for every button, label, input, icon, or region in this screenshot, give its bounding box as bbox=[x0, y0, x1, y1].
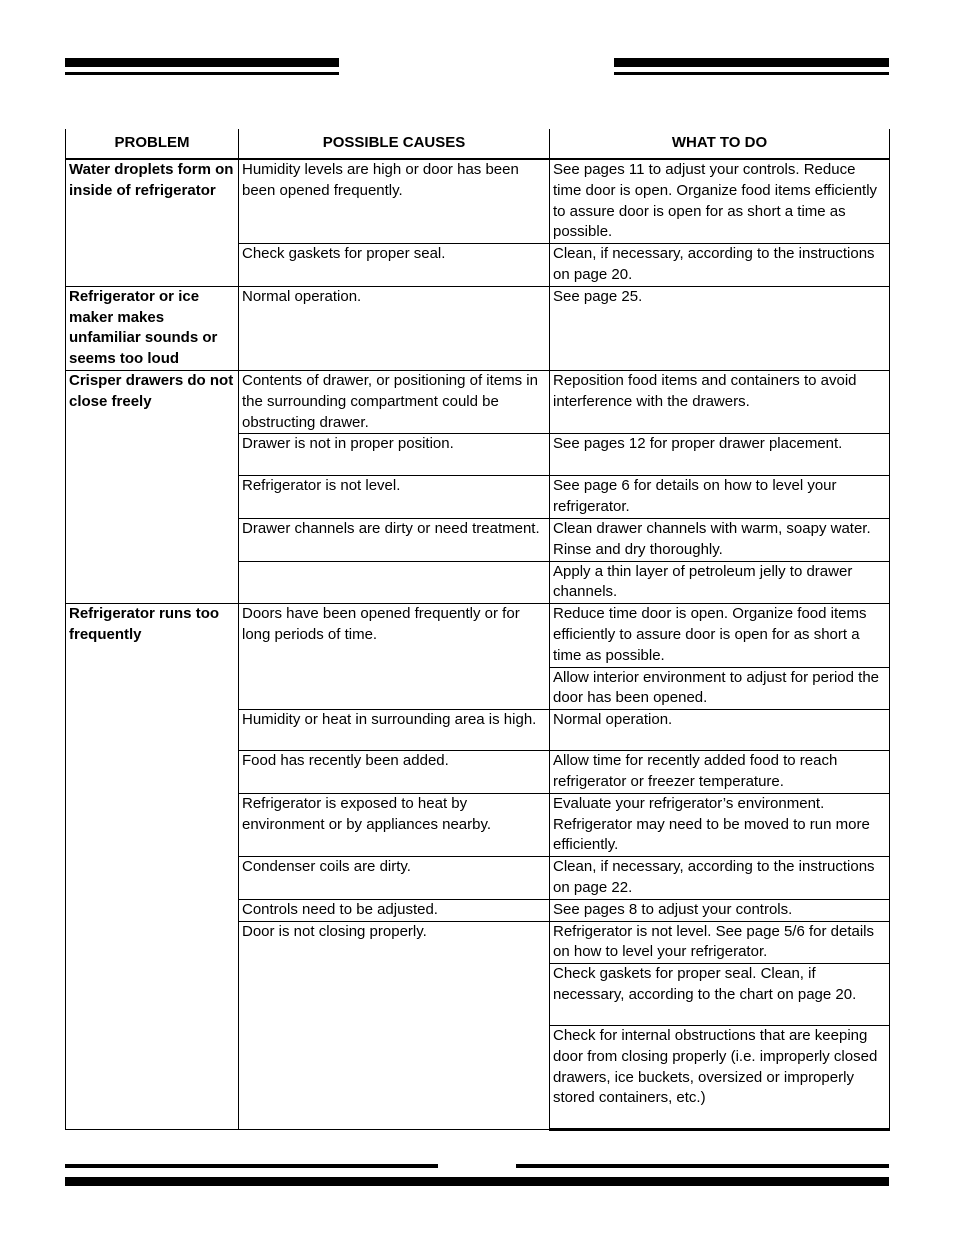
header-what-to-do: WHAT TO DO bbox=[550, 129, 890, 159]
todo-cell: Check gaskets for proper seal. Clean, if necessary, according to the chart on page 20. bbox=[550, 964, 890, 1026]
header-rule-right-thin bbox=[614, 72, 889, 75]
cause-cell: Drawer is not in proper position. bbox=[239, 434, 550, 476]
todo-cell: Allow time for recently added food to reach refrigerator or freezer temperature. bbox=[550, 751, 890, 794]
cause-cell: Humidity levels are high or door has been been opened frequently. bbox=[239, 159, 550, 244]
todo-cell: Evaluate your refrigerator’s environment. Refrigerator may need to be moved to run more efficiently. bbox=[550, 793, 890, 856]
todo-cell: See pages 12 for proper drawer placement. bbox=[550, 434, 890, 476]
footer-rule-left-thin bbox=[65, 1164, 438, 1168]
table-row bbox=[66, 159, 890, 244]
troubleshooting-table bbox=[65, 129, 890, 1131]
table-row bbox=[66, 604, 890, 667]
cause-cell: Controls need to be adjusted. bbox=[239, 899, 550, 921]
cause-cell: Check gaskets for proper seal. bbox=[239, 244, 550, 287]
todo-cell: Check for internal obstructions that are keeping door from closing properly (i.e. improperly closed drawers, ice buckets, oversized or improperly stored containers, etc.) bbox=[550, 1026, 890, 1130]
cause-cell: Contents of drawer, or positioning of items in the surrounding compartment could be obstructing drawer. bbox=[239, 370, 550, 433]
table-row bbox=[66, 370, 890, 433]
todo-cell: Apply a thin layer of petroleum jelly to drawer channels. bbox=[550, 561, 890, 604]
cause-cell: Refrigerator is not level. bbox=[239, 476, 550, 519]
todo-cell: Clean, if necessary, according to the instructions on page 22. bbox=[550, 857, 890, 900]
header-rule-right-thick bbox=[614, 58, 889, 67]
footer-rule-right-thin bbox=[516, 1164, 889, 1168]
problem-cell: Crisper drawers do not close freely bbox=[66, 370, 239, 603]
footer-rule-full-thick bbox=[65, 1177, 889, 1186]
header-rule-left-thin bbox=[65, 72, 339, 75]
table-header-row bbox=[66, 129, 890, 159]
todo-cell: See pages 8 to adjust your controls. bbox=[550, 899, 890, 921]
problem-cell: Refrigerator runs too frequently bbox=[66, 604, 239, 1130]
problem-cell: Water droplets form on inside of refrigerator bbox=[66, 159, 239, 286]
cause-cell: Refrigerator is exposed to heat by environment or by appliances nearby. bbox=[239, 793, 550, 856]
cause-cell: Drawer channels are dirty or need treatment. bbox=[239, 518, 550, 561]
todo-cell: Refrigerator is not level. See page 5/6 for details on how to level your refrigerator. bbox=[550, 921, 890, 964]
header-possible-causes: POSSIBLE CAUSES bbox=[239, 129, 550, 159]
cause-cell: Normal operation. bbox=[239, 286, 550, 370]
todo-cell: See page 6 for details on how to level your refrigerator. bbox=[550, 476, 890, 519]
todo-cell: Reposition food items and containers to avoid interference with the drawers. bbox=[550, 370, 890, 433]
todo-cell: See page 25. bbox=[550, 286, 890, 370]
todo-cell: Clean, if necessary, according to the instructions on page 20. bbox=[550, 244, 890, 287]
todo-cell: Reduce time door is open. Organize food items efficiently to assure door is open for as short a time as possible. bbox=[550, 604, 890, 667]
header-rule-left-thick bbox=[65, 58, 339, 67]
problem-cell: Refrigerator or ice maker makes unfamiliar sounds or seems too loud bbox=[66, 286, 239, 370]
cause-cell: Humidity or heat in surrounding area is high. bbox=[239, 710, 550, 751]
cause-cell: Door is not closing properly. bbox=[239, 921, 550, 1130]
header-problem: PROBLEM bbox=[66, 129, 239, 159]
cause-cell: Condenser coils are dirty. bbox=[239, 857, 550, 900]
cause-cell: Doors have been opened frequently or for long periods of time. bbox=[239, 604, 550, 710]
todo-cell: Clean drawer channels with warm, soapy water. Rinse and dry thoroughly. bbox=[550, 518, 890, 561]
todo-cell: See pages 11 to adjust your controls. Reduce time door is open. Organize food items efficiently to assure door is open for as short a time as possible. bbox=[550, 159, 890, 244]
todo-cell: Allow interior environment to adjust for period the door has been opened. bbox=[550, 667, 890, 710]
cause-cell bbox=[239, 561, 550, 604]
todo-cell: Normal operation. bbox=[550, 710, 890, 751]
table-row bbox=[66, 286, 890, 370]
cause-cell: Food has recently been added. bbox=[239, 751, 550, 794]
